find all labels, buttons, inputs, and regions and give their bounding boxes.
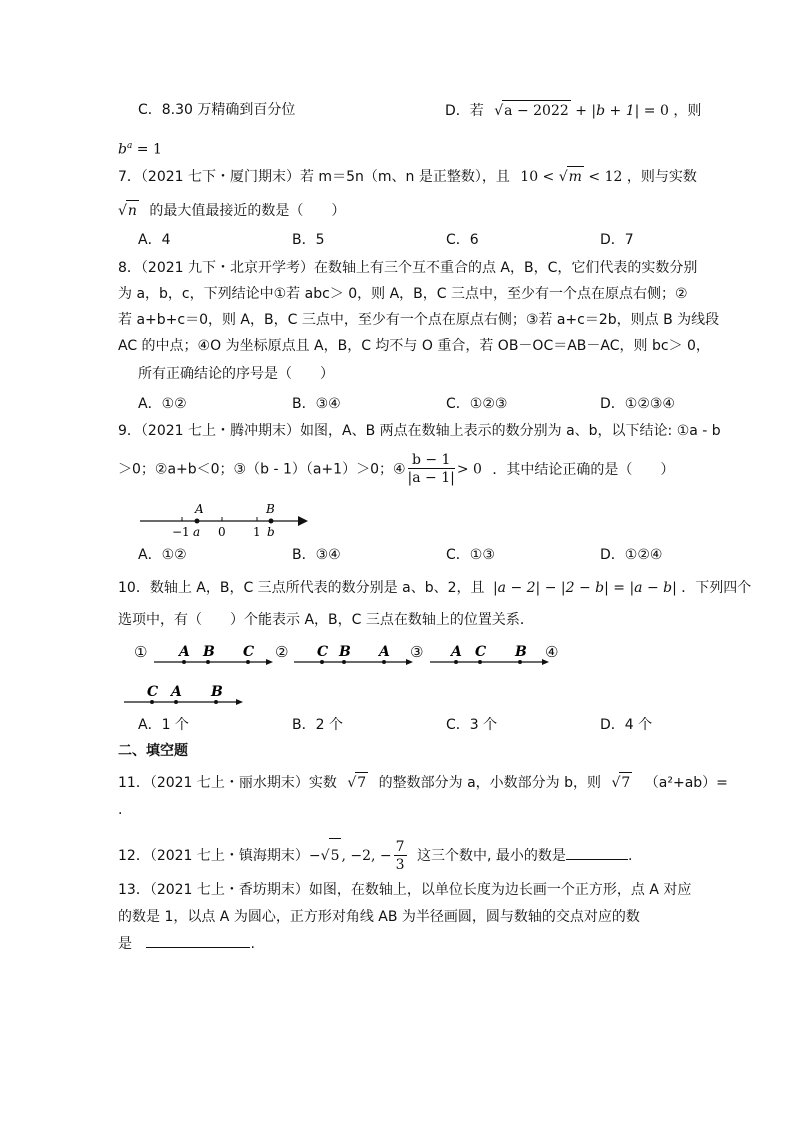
q10-diagram-3-number: ③ [410, 643, 424, 661]
q10-d1-label-2: B [203, 644, 215, 660]
q8-option-a: A．①② [138, 396, 187, 412]
q10-d3-label-1: A [451, 644, 462, 660]
q10-d4-label-3: B [211, 684, 223, 700]
q8-stem-line4: AC 的中点；④O 为坐标原点且 A，B，C 均不与 O 重合，若 OB－OC＝AB－AC，则 bc＞ 0， [118, 338, 710, 354]
q9-option-c: C．①③ [446, 547, 495, 563]
q10-d4-arrow-icon [236, 699, 243, 705]
q13-answer-blank[interactable] [146, 947, 250, 948]
q13-stem-line2: 的数是 1，以点 A 为圆心，正方形对角线 AB 为半径画圆，圆与数轴的交点对应的数 [118, 909, 640, 925]
q6-option-c: C．8.30 万精确到百分位 [138, 102, 296, 118]
q7-line2-radicand: n [126, 200, 139, 221]
q6-eq1: = 1 [136, 141, 162, 158]
q6-abs-open: | [591, 103, 597, 119]
q10-diagram-1-number: ① [134, 643, 148, 661]
q8-option-b: B．③④ [292, 396, 341, 412]
q8-option-d: D．①②③④ [600, 396, 675, 412]
q7-ineq-right: < 12 [588, 169, 623, 185]
q12-rad: 5 [329, 838, 342, 873]
q9-label-b: B [266, 502, 275, 516]
q11-rad1: 7 [355, 772, 368, 793]
q6-option-d-suffix: ，则 [673, 103, 702, 119]
q12-text-a: 12．（2021 七上・镇海期末） [118, 848, 309, 864]
q10-diagram-2-number: ② [275, 643, 289, 661]
q11-stem-line2: . [118, 802, 123, 818]
q7-option-a: A．4 [138, 232, 171, 248]
q10-equation: |a − 2| − |2 − b| = |a − b| [492, 580, 677, 596]
q9-frac-num: b − 1 [408, 452, 455, 469]
q10-d1-label-3: C [243, 644, 255, 660]
q9-tick-label-b: b [267, 525, 275, 539]
q12-minus: − [308, 848, 321, 864]
q12-stem [118, 838, 632, 874]
sqrt-symbol-icon: √ [118, 203, 127, 219]
sqrt-symbol-icon: √ [558, 169, 568, 185]
q12-text-c: . [627, 848, 633, 864]
q10-text1b: ．下列四个 [681, 580, 752, 596]
q10-d4-dot-1 [150, 700, 154, 704]
q6-eq: = 0 [643, 103, 669, 119]
q10-d3-dot-3 [518, 660, 522, 664]
q10-d2-label-3: A [379, 644, 390, 660]
q12-text-b: 这三个数中, 最小的数是 [417, 848, 566, 864]
q7-stem-line2 [118, 200, 345, 221]
q6-sup: a [126, 141, 133, 151]
q10-d3-label-2: C [475, 644, 487, 660]
sqrt-symbol-icon: √ [347, 775, 357, 791]
q9-tick-label-1: 1 [253, 525, 261, 539]
q10-d4-dot-3 [214, 700, 218, 704]
q13-stem-line1: 13．（2021 七上・香坊期末）如图，在数轴上，以单位长度为边长画一个正方形，点 A 对应 [118, 882, 692, 898]
q9-option-d: D．①②④ [600, 547, 663, 563]
q12-fraction [394, 839, 407, 874]
q7-text2: ，则与实数 [626, 169, 697, 185]
q9-stem-line2 [118, 452, 674, 487]
q10-d4-label-2: A [171, 684, 182, 700]
q10-d2-dot-3 [382, 660, 386, 664]
q6-abs-content: b + 1 [596, 103, 635, 119]
q10-d4-dot-2 [174, 700, 178, 704]
q10-d2-label-1: C [317, 644, 329, 660]
q9-tick-label-0: 0 [218, 525, 226, 539]
q10-d3-dot-2 [478, 660, 482, 664]
q6-sqrt-radicand: a − 2022 [502, 100, 571, 121]
q9-point-b-dot [269, 519, 274, 524]
q7-text1: 7．（2021 七下・厦门期末）若 m＝5n（m、n 是正整数），且 [118, 169, 510, 185]
q6-option-d [445, 100, 701, 121]
q6-option-d-prefix: D．若 [445, 103, 484, 119]
sqrt-symbol-icon: √ [494, 103, 504, 119]
sqrt-symbol-icon: √ [320, 848, 330, 864]
q10-option-a: A．1 个 [138, 717, 189, 733]
q13-stem-line3 [118, 934, 255, 954]
q8-stem-line1: 8．（2021 九下・北京开学考）在数轴上有三个互不重合的点 A，B，C，它们代表的实数分别 [118, 260, 698, 276]
q9-axis-arrow-icon [298, 516, 308, 526]
q10-stem-line2: 选项中，有（ ）个能表示 A，B，C 三点在数轴上的位置关系． [118, 612, 534, 628]
q9-stem-line1: 9．（2021 七上・腾冲期末）如图，A、B 两点在数轴上表示的数分别为 a、b，以下结论: ①a - b [118, 423, 721, 439]
q7-ineq-left: 10 < [520, 169, 555, 185]
q10-d4-label-1: C [147, 684, 159, 700]
q7-stem-line1 [118, 166, 697, 187]
q10-d3-label-3: B [515, 644, 527, 660]
q11-stem-line1 [118, 772, 728, 793]
q9-option-b: B．③④ [292, 547, 341, 563]
q8-stem-line3: 若 a+b+c＝0，则 A，B，C 三点中，至少有一个点在原点右侧；③若 a+c＝2b，则点 B 为线段 [118, 312, 720, 328]
q11-text-c: （a²+ab）= [644, 775, 728, 791]
q6-abs-close: | [634, 103, 640, 119]
q8-stem-line2: 为 a，b，c，下列结论中①若 abc＞ 0，则 A，B，C 三点中，至少有一个点在原点右侧；② [118, 286, 688, 302]
q11-text-a: 11．（2021 七上・丽水期末）实数 [118, 775, 337, 791]
q9-tick-label-m1: −1 [172, 525, 190, 539]
q10-option-d: D．4 个 [600, 717, 653, 733]
q10-d1-label-1: A [179, 644, 190, 660]
q9-text2a: ＞0；②a+b＜0；③（b - 1）（a+1）＞0；④ [118, 461, 406, 478]
q9-label-a: A [195, 502, 204, 516]
q12-list: , −2, − [341, 848, 392, 864]
q11-text-b: 的整数部分为 a，小数部分为 b，则 [378, 775, 602, 791]
q7-ineq-radicand: m [567, 166, 584, 187]
q12-frac-num: 7 [395, 838, 405, 855]
q7-option-d: D．7 [600, 232, 634, 248]
q10-option-b: B．2 个 [292, 717, 343, 733]
q12-frac-den: 3 [395, 856, 405, 873]
q9-text2c: ．其中结论正确的是（ ） [492, 461, 675, 478]
q13-text-end: . [250, 936, 255, 952]
q10-d1-dot-2 [206, 660, 210, 664]
sqrt-symbol-icon: √ [611, 775, 621, 791]
q10-diagram-4 [122, 680, 244, 708]
q6-continuation [118, 136, 162, 160]
q13-text-l3: 是 [118, 936, 132, 952]
q10-d2-dot-2 [342, 660, 346, 664]
q10-diagram-1 [152, 640, 274, 668]
q10-d1-dot-1 [182, 660, 186, 664]
q10-diagram-4-number: ④ [545, 643, 559, 661]
q10-option-c: C．3 个 [446, 717, 498, 733]
q7-option-b: B．5 [292, 232, 325, 248]
q10-stem-line1 [118, 578, 751, 598]
q7-option-c: C．6 [446, 232, 479, 248]
section-title-fill-in: 二、填空题 [118, 743, 188, 759]
q10-d2-dot-1 [320, 660, 324, 664]
q10-text1a: 10．数轴上 A，B，C 三点所代表的数分别是 a、b、2，且 [118, 580, 485, 596]
q9-tick-label-a: a [193, 525, 201, 539]
q11-rad2: 7 [619, 772, 632, 793]
q10-d3-dot-1 [454, 660, 458, 664]
q7-line2-text: 的最大值最接近的数是（ ） [149, 203, 346, 219]
q9-gt0: > 0 [456, 461, 482, 478]
q10-d1-arrow-icon [266, 659, 273, 665]
q9-option-a: A．①② [138, 547, 187, 563]
q10-d2-label-2: B [339, 644, 351, 660]
q8-stem-line5: 所有正确结论的序号是（ ） [138, 366, 334, 382]
q9-number-line [138, 500, 318, 544]
q10-diagram-3 [428, 640, 550, 668]
q6-plus: + [575, 103, 587, 119]
q10-d1-dot-3 [246, 660, 250, 664]
q12-answer-blank[interactable] [566, 859, 628, 860]
q6-base: b [118, 141, 127, 158]
q8-option-c: C．①②③ [446, 396, 508, 412]
q9-fraction [408, 452, 455, 487]
q9-frac-den: |a − 1| [407, 470, 455, 486]
q9-point-a-dot [195, 519, 200, 524]
q10-diagram-2 [292, 640, 414, 668]
